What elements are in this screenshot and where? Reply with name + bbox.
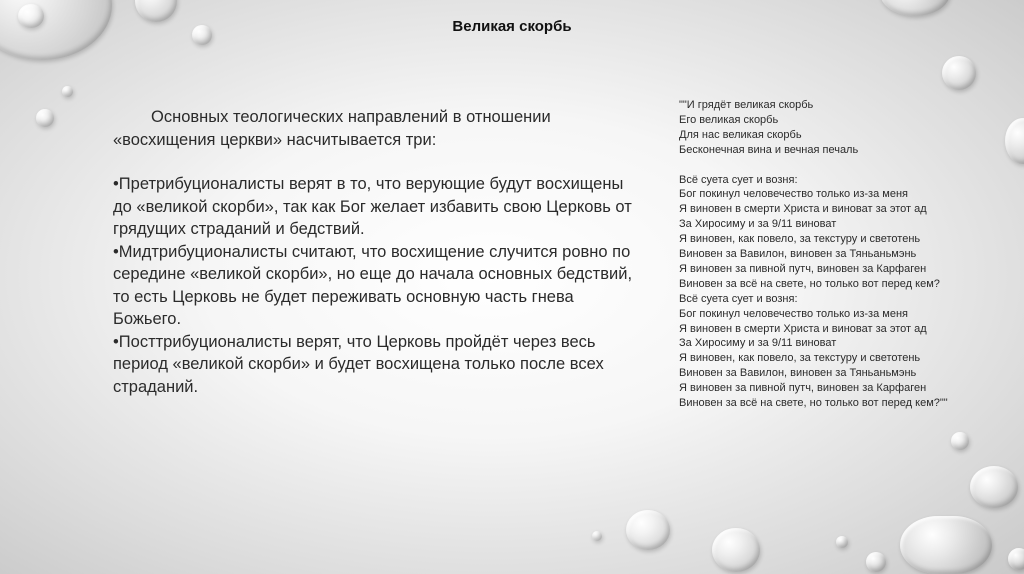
slide-title: Великая скорбь [452, 18, 572, 35]
water-drop [942, 56, 976, 90]
bullet-pretribulation: •Претрибуционалисты верят в то, что верующие будут восхищены до «великой скорби», так как Бог желает избавить свою Церковь от грядущих страданий и бедствий. [113, 175, 632, 238]
lyrics-line: Для нас великая скорбь [679, 128, 802, 141]
stanza-gap [679, 158, 999, 173]
lyrics-line: Я виновен в смерти Христа и виноват за этот ад [679, 203, 927, 216]
water-drop [900, 516, 992, 574]
lyrics-line: Всё суета сует и возня: [679, 292, 798, 305]
water-drop [866, 552, 886, 572]
bullet-midtribulation: •Мидтрибуционалисты считают, что восхищение случится ровно по середине «великой скорби», но еще до начала основных бедствий, то есть Церковь не будет переживать основную часть гнева Божьего. [113, 242, 633, 328]
lyrics-line: Его великая скорбь [679, 113, 779, 126]
lyrics-line: Виновен за всё на свете, но только вот перед кем? [679, 277, 940, 290]
lyrics-line: За Хиросиму и за 9/11 виноват [679, 337, 837, 350]
water-drop [62, 86, 73, 97]
water-drop [970, 466, 1018, 508]
water-drop [1008, 548, 1024, 570]
water-drop [880, 0, 950, 16]
lyrics-block [679, 98, 999, 411]
lyrics-line: Я виновен, как повело, за текстуру и светотень [679, 352, 921, 365]
lyrics-line: Я виновен в смерти Христа и виноват за этот ад [679, 322, 927, 335]
lyrics-line: Я виновен, как повело, за текстуру и светотень [679, 233, 921, 246]
lyrics-line: Всё суета сует и возня: [679, 173, 798, 186]
lyrics-line: Виновен за Вавилон, виновен за Тяньаньмэнь [679, 248, 917, 261]
lyrics-line: Я виновен за пивной путч, виновен за Карфаген [679, 382, 927, 395]
intro-paragraph: Основных теологических направлений в отношении «восхищения церкви» насчитывается три: [113, 108, 551, 149]
water-drop [592, 531, 602, 541]
bullet-posttribulation: •Посттрибуционалисты верят, что Церковь пройдёт через весь период «великой скорби» и будет восхищена только после всех страданий. [113, 332, 604, 396]
water-drop [36, 109, 54, 127]
lyrics-line: За Хиросиму и за 9/11 виноват [679, 218, 837, 231]
water-drop [712, 528, 760, 572]
water-drop [951, 432, 969, 450]
lyrics-line: Бесконечная вина и вечная печаль [679, 143, 859, 156]
lyrics-line: Виновен за Вавилон, виновен за Тяньаньмэнь [679, 367, 917, 380]
lyrics-line: Виновен за всё на свете, но только вот перед кем?"" [679, 397, 948, 410]
water-drop [626, 510, 670, 550]
lyrics-line: Я виновен за пивной путч, виновен за Карфаген [679, 262, 927, 275]
main-text-block [113, 106, 633, 398]
lyrics-line: Бог покинул человечество только из-за меня [679, 188, 908, 201]
water-drop [1005, 118, 1024, 164]
lyrics-line: Бог покинул человечество только из-за меня [679, 307, 908, 320]
water-drop [836, 536, 848, 548]
lyrics-line: ""И грядёт великая скорбь [679, 99, 814, 111]
